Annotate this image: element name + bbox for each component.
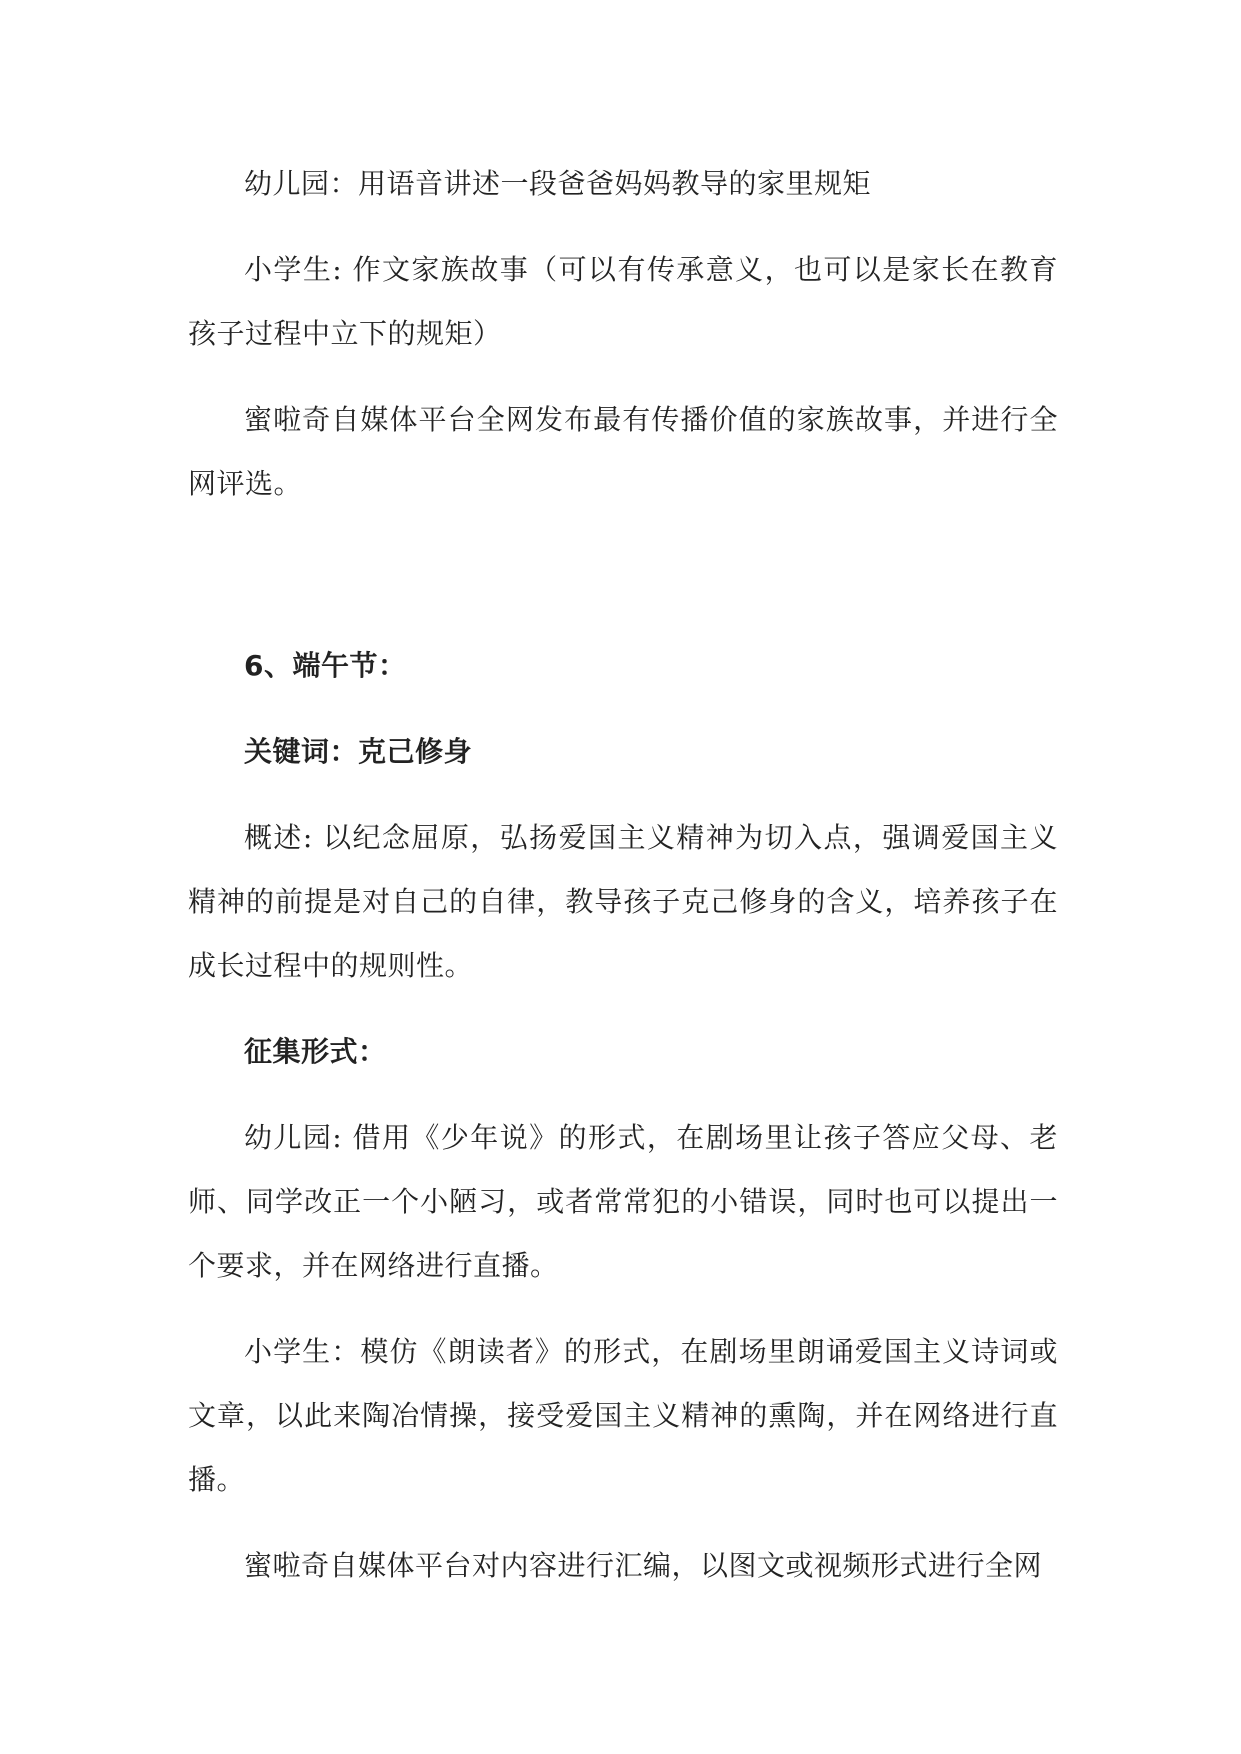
overview-paragraph: 概述: 以纪念屈原，弘扬爱国主义精神为切入点，强调爱国主义精神的前提是对自己的自律，教导孩子克己修身的含义，培养孩子在成长过程中的规则性。 (188, 821, 1058, 982)
collection-heading: 征集形式： (244, 1035, 387, 1068)
collection-item-primary: 小学生：模仿《朗读者》的形式，在剧场里朗诵爱国主义诗词或文章，以此来陶冶情操，接受爱国主义精神的熏陶，并在网络进行直播。 (188, 1335, 1058, 1496)
document-body (188, 152, 1058, 1598)
section-heading: 6、端午节： (244, 649, 407, 682)
collection-item-kindergarten: 幼儿园: 借用《少年说》的形式，在剧场里让孩子答应父母、老师、同学改正一个小陋习，或者常常犯的小错误，同时也可以提出一个要求，并在网络进行直播。 (188, 1121, 1058, 1282)
paragraph-kindergarten-task: 幼儿园：用语音讲述一段爸爸妈妈教导的家里规矩 (244, 167, 872, 200)
collection-item-platform: 蜜啦奇自媒体平台对内容进行汇编，以图文或视频形式进行全网 (244, 1549, 1043, 1582)
keyword-line: 关键词：克己修身 (244, 735, 473, 768)
paragraph-platform-release: 蜜啦奇自媒体平台全网发布最有传播价值的家族故事，并进行全网评选。 (188, 403, 1058, 500)
paragraph-primary-task: 小学生: 作文家族故事（可以有传承意义，也可以是家长在教育孩子过程中立下的规矩） (188, 253, 1058, 350)
